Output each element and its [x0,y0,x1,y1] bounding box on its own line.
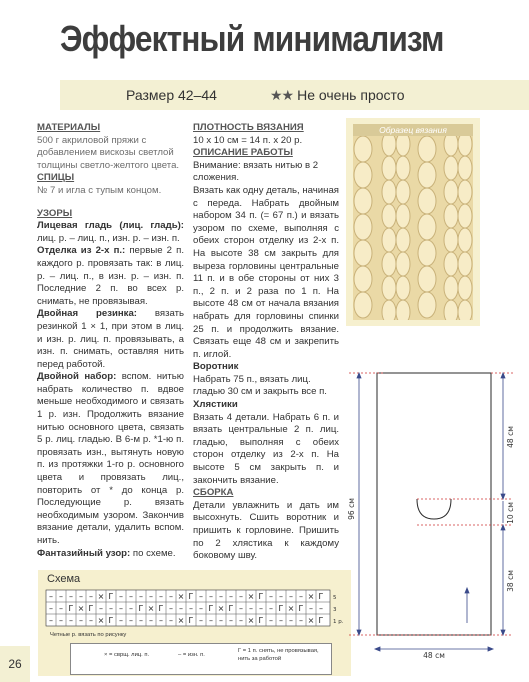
pattern-fancy [37,548,184,561]
svg-text:–: – [89,592,93,601]
stockinette-title: Лицевая гладь (лиц. гладь): [37,220,184,232]
pattern-cast [37,371,184,547]
ties-text: Вязать 4 детали. Набрать 6 п. и вязать центральные 2 п. лиц. гладью, выполняя с обеих сторон отделку из 2-х п. На высоте 5 см закрыть п. и закончить вязание. [193,411,339,486]
svg-text:–: – [199,604,203,613]
pattern-rib [37,308,184,371]
svg-text:–: – [169,604,173,613]
knit-sample-image [353,124,473,320]
svg-text:×: × [177,592,185,601]
rib-title: Двойная резинка: [37,308,137,320]
pattern-stockinette [37,220,184,245]
svg-text:–: – [219,616,223,625]
svg-text:Г: Г [318,616,324,625]
svg-text:×: × [247,592,255,601]
svg-text:–: – [249,604,253,613]
svg-text:–: – [279,592,283,601]
svg-text:Г: Г [108,616,114,625]
svg-text:×: × [307,616,315,625]
scheme-note: Четные р. вязать по рисунку [50,632,127,638]
svg-text:–: – [189,604,193,613]
svg-text:–: – [99,604,103,613]
svg-text:–: – [149,616,153,625]
svg-text:Г: Г [158,604,164,613]
assembly-heading: СБОРКА [193,487,234,499]
svg-text:–: – [239,616,243,625]
svg-text:–: – [209,616,213,625]
svg-text:Г: Г [208,604,214,613]
difficulty-text: Не очень просто [297,87,405,103]
fancy-title: Фантазийный узор: [37,547,131,559]
page-title: Эффектный минимализм [60,18,444,59]
svg-text:Г: Г [188,592,194,601]
scheme-title: Схема [47,573,81,585]
svg-text:–: – [139,616,143,625]
edging-text: первые 2 п. каждого р. провязать так: в лиц. р. – лиц. п., в изн. р. – изн. п. Последние 2 п. во всех р. снимать, не провязывая. [37,245,184,307]
svg-text:×: × [97,616,105,625]
svg-text:–: – [289,616,293,625]
svg-text:–: – [59,616,63,625]
row-label-3: 3 [333,607,337,613]
work-heading: ОПИСАНИЕ РАБОТЫ [193,147,293,159]
legend-purl: – = изн. п. [178,652,205,658]
dim-neck: 10 см [506,502,515,524]
svg-text:Г: Г [68,604,74,613]
svg-text:–: – [59,592,63,601]
svg-text:×: × [217,604,225,613]
svg-text:–: – [199,592,203,601]
dim-bottom: 38 см [506,570,515,592]
dim-top: 48 см [506,426,515,448]
materials-heading: МАТЕРИАЛЫ [37,122,101,133]
stockinette-text: лиц. р. – лиц. п., изн. р. – изн. п. [37,232,180,244]
svg-text:–: – [119,616,123,625]
page-number: 26 [0,646,30,682]
svg-text:Г: Г [108,592,114,601]
legend-slip: Г = 1 п. снять, не провязывая, нить за работой [238,648,319,662]
materials-text: 500 г акриловой пряжи с добавлением вискозы светлой толщины светло-желтого цвета. [37,134,180,171]
svg-text:–: – [259,604,263,613]
svg-text:–: – [79,592,83,601]
gauge-text: 10 х 10 см = 14 п. х 20 р. [193,134,303,146]
svg-text:–: – [319,604,323,613]
dim-width: 48 см [423,651,445,660]
left-column [37,122,184,560]
svg-text:×: × [147,604,155,613]
svg-text:Г: Г [298,604,304,613]
svg-text:–: – [269,592,273,601]
size-label: Размер 42–44 [126,87,217,103]
svg-text:–: – [159,592,163,601]
difficulty-stars: ★★ [270,87,294,103]
svg-text:×: × [307,592,315,601]
pattern-diagram [345,365,529,660]
svg-text:Г: Г [188,616,194,625]
svg-text:Г: Г [258,592,264,601]
svg-text:Г: Г [138,604,144,613]
svg-text:–: – [239,604,243,613]
svg-text:×: × [77,604,85,613]
row-label-1: 1 р. [333,619,344,625]
work-attention: Внимание: вязать нитью в 2 сложения. [193,159,319,184]
svg-text:–: – [169,592,173,601]
svg-text:–: – [119,604,123,613]
svg-text:–: – [279,616,283,625]
svg-text:–: – [269,616,273,625]
svg-text:–: – [89,616,93,625]
rib-text: вязать резинкой 1 × 1, при этом в лиц. и изн. р. лиц. п. провязывать, а изн. п. снимать, оставляя нить перед работой. [37,308,184,370]
svg-text:–: – [299,616,303,625]
svg-text:Г: Г [228,604,234,613]
svg-text:–: – [129,592,133,601]
svg-text:–: – [149,592,153,601]
svg-text:–: – [129,616,133,625]
svg-text:–: – [49,604,53,613]
edging-title: Отделка из 2-х п.: [37,245,126,257]
svg-text:–: – [49,616,53,625]
svg-text:–: – [169,616,173,625]
knit-texture [353,124,473,320]
cast-text: вспом. нитью набрать количество п. вдвое меньше необходимого и связать 1 р. изн. Продолжить вязание нитью основного цвета, связать 5 р. лиц. гладью. В 6-м р. *1-ю п. провязать изн., вытянуть новую п. из протяжки 1-го р. основного цвета и провязать лиц., повторить от * до конца р. Последующие р. вязать необходимым узором. Закончив вязание детали, удалить вспом. нить. [37,371,184,546]
dim-height-total: 96 см [347,498,356,520]
svg-text:×: × [247,616,255,625]
svg-text:–: – [289,592,293,601]
svg-text:×: × [287,604,295,613]
svg-text:Г: Г [258,616,264,625]
svg-text:–: – [129,604,133,613]
svg-text:–: – [229,616,233,625]
gauge-heading: ПЛОТНОСТЬ ВЯЗАНИЯ [193,122,304,133]
svg-text:–: – [159,616,163,625]
patterns-heading: УЗОРЫ [37,207,73,219]
svg-text:–: – [299,592,303,601]
fancy-text: по схеме. [132,547,176,559]
svg-text:–: – [199,616,203,625]
ties-heading: Хлястики [193,399,238,411]
difficulty-label [270,87,405,104]
svg-text:–: – [269,604,273,613]
collar-text: Набрать 75 п., вязать лиц. гладью 30 см и закрыть все п. [193,373,327,398]
needles-text: № 7 и игла с тупым концом. [37,184,162,196]
sample-label: Образец вязания [353,124,473,136]
svg-text:–: – [49,592,53,601]
svg-text:–: – [79,616,83,625]
needles-heading: СПИЦЫ [37,172,75,184]
svg-text:–: – [229,592,233,601]
pattern-edging [37,245,184,308]
svg-text:–: – [179,604,183,613]
collar-heading: Воротник [193,361,239,373]
svg-text:–: – [309,604,313,613]
cast-title: Двойной набор: [37,371,117,383]
svg-text:×: × [97,592,105,601]
svg-text:–: – [59,604,63,613]
svg-text:Г: Г [88,604,94,613]
assembly-text: Детали увлажнить и дать им высохнуть. Сшить воротник и пришить к горловине. Пришить по 2 хлястика к каждому боковому шву. [193,499,339,562]
svg-text:–: – [239,592,243,601]
svg-text:×: × [177,616,185,625]
svg-text:Г: Г [318,592,324,601]
svg-text:–: – [119,592,123,601]
work-main-text: Вязать как одну деталь, начиная с переда. Набрать двойным набором 34 п. (= 67 п.) и вязать узором по схеме, выполняя с обеих сторон отделку из 2-х п. На высоте 38 см закрыть для выреза горловины центральные 11 п. и в обе стороны от них 3 п., 2 п. и 2 раза по 1 п. На высоте 48 см от начала вязания набрать для горловины спинки 25 п. и продолжить вязание. Связать еще 48 см и закрепить п. иглой. [193,184,339,360]
svg-text:–: – [69,592,73,601]
svg-text:–: – [209,592,213,601]
row-label-5: 5 [333,595,337,601]
svg-text:–: – [139,592,143,601]
svg-text:–: – [69,616,73,625]
svg-text:–: – [219,592,223,601]
legend-knit: × = сврщ. лиц. п. [104,652,150,658]
svg-text:Г: Г [278,604,284,613]
middle-column [193,122,339,563]
svg-text:–: – [109,604,113,613]
